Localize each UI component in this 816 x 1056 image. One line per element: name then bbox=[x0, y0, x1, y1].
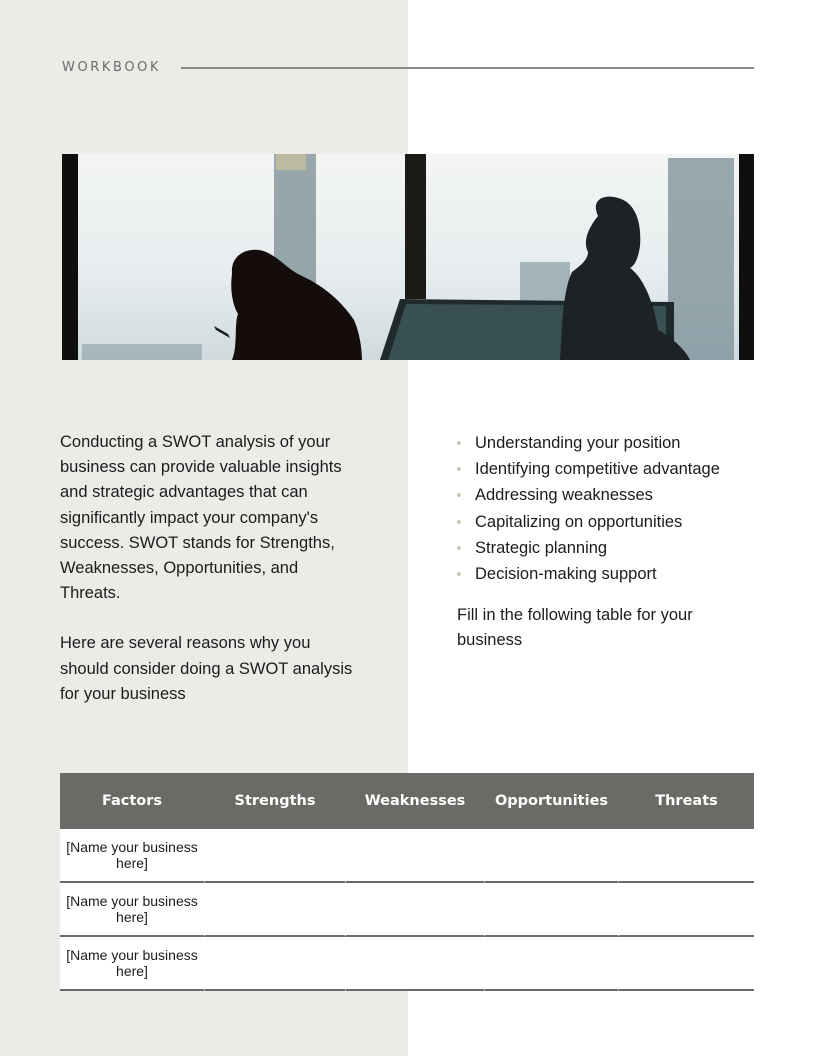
opportunities-cell[interactable] bbox=[484, 937, 618, 991]
hero-image bbox=[62, 154, 754, 360]
swot-table bbox=[60, 773, 754, 991]
column-header-factors: Factors bbox=[60, 773, 204, 829]
intro-paragraph: Here are several reasons why you should consider doing a SWOT analysis for your business bbox=[60, 634, 353, 703]
workbook-label: WORKBOOK bbox=[62, 60, 162, 75]
threats-cell[interactable] bbox=[618, 883, 754, 937]
list-item: Identifying competitive advantage bbox=[455, 456, 775, 482]
weaknesses-cell[interactable] bbox=[345, 829, 484, 883]
column-header-weaknesses: Weaknesses bbox=[345, 773, 484, 829]
column-header-threats: Threats bbox=[618, 773, 754, 829]
table-row bbox=[60, 937, 754, 991]
table-row bbox=[60, 883, 754, 937]
list-item: Capitalizing on opportunities bbox=[455, 509, 775, 535]
bullet-icon bbox=[457, 441, 461, 445]
bullet-icon bbox=[457, 493, 461, 497]
threats-cell[interactable] bbox=[618, 829, 754, 883]
bullet-icon bbox=[457, 546, 461, 550]
strengths-cell[interactable] bbox=[204, 937, 345, 991]
weaknesses-cell[interactable] bbox=[345, 883, 484, 937]
opportunities-cell[interactable] bbox=[484, 829, 618, 883]
strengths-cell[interactable] bbox=[204, 829, 345, 883]
reasons-list bbox=[455, 430, 775, 587]
table-row bbox=[60, 829, 754, 883]
list-item: Strategic planning bbox=[455, 535, 775, 561]
city-window-photo-icon bbox=[62, 154, 754, 360]
table-header-row bbox=[60, 773, 754, 829]
list-item: Decision-making support bbox=[455, 561, 775, 587]
opportunities-cell[interactable] bbox=[484, 883, 618, 937]
business-name-cell[interactable]: [Name your business here] bbox=[60, 937, 204, 991]
bullet-icon bbox=[457, 520, 461, 524]
header-divider bbox=[181, 67, 754, 69]
column-header-opportunities: Opportunities bbox=[484, 773, 618, 829]
threats-cell[interactable] bbox=[618, 937, 754, 991]
list-item: Addressing weaknesses bbox=[455, 482, 775, 508]
weaknesses-cell[interactable] bbox=[345, 937, 484, 991]
strengths-cell[interactable] bbox=[204, 883, 345, 937]
table-instruction: Fill in the following table for your business bbox=[457, 606, 693, 650]
bullet-icon bbox=[457, 572, 461, 576]
column-header-strengths: Strengths bbox=[204, 773, 345, 829]
list-item: Understanding your position bbox=[455, 430, 775, 456]
bullet-icon bbox=[457, 467, 461, 471]
intro-paragraph: Conducting a SWOT analysis of your business can provide valuable insights and strategic advantages that can significantly impact your company's success. SWOT stands for Strengths, Weaknesses, Opportunities, and Threats. bbox=[60, 433, 342, 603]
intro-text bbox=[60, 430, 360, 707]
business-name-cell[interactable]: [Name your business here] bbox=[60, 883, 204, 937]
business-name-cell[interactable]: [Name your business here] bbox=[60, 829, 204, 883]
